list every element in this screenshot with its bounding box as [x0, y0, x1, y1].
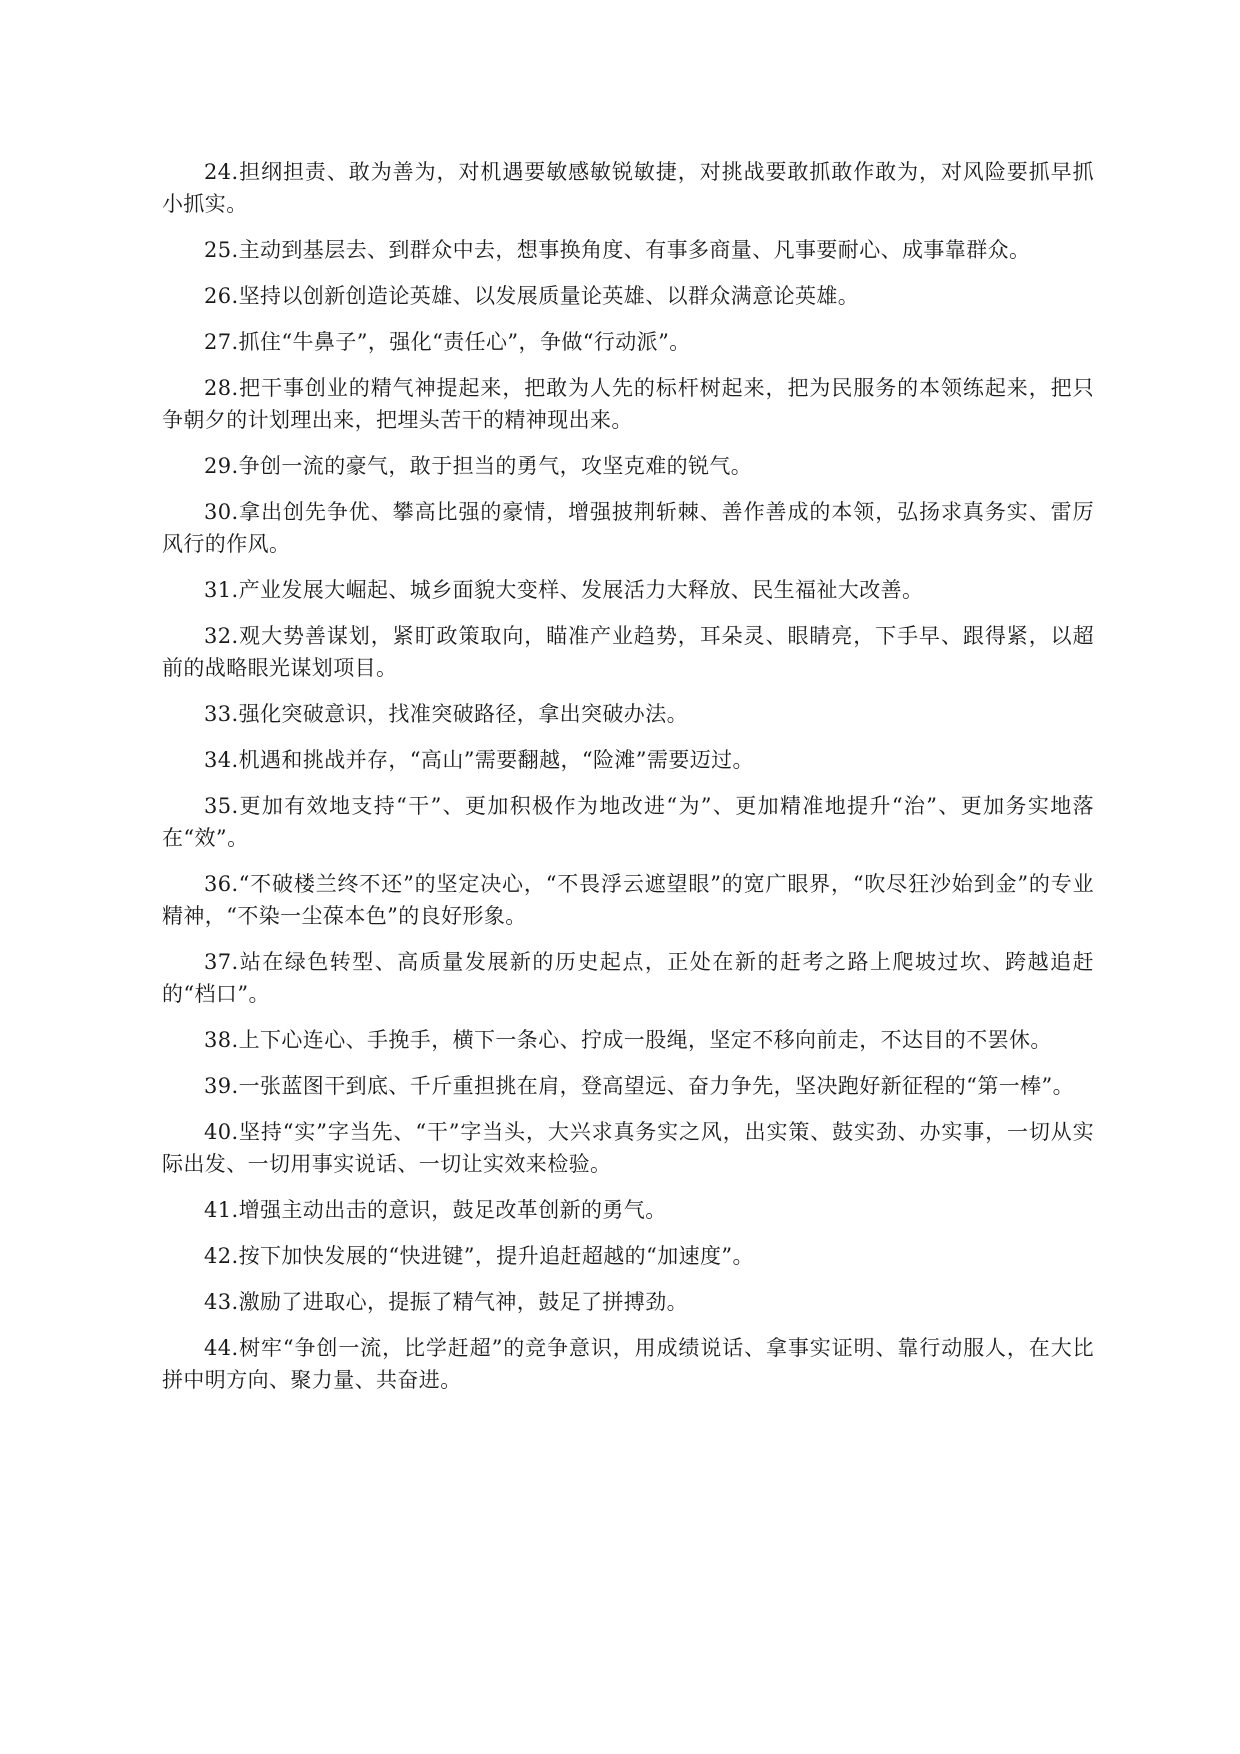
- list-item: 37.站在绿色转型、高质量发展新的历史起点，正处在新的赶考之路上爬坡过坎、跨越追赶的“档口”。: [162, 950, 1094, 1006]
- list-item: 41.增强主动出击的意识，鼓足改革创新的勇气。: [204, 1198, 667, 1222]
- list-item: 30.拿出创先争优、攀高比强的豪情，增强披荆斩棘、善作善成的本领，弘扬求真务实、雷厉风行的作风。: [162, 500, 1094, 556]
- list-item: 29.争创一流的豪气，敢于担当的勇气，攻坚克难的锐气。: [204, 454, 753, 478]
- list-item: 38.上下心连心、手挽手，横下一条心、拧成一股绳，坚定不移向前走，不达目的不罢休。: [204, 1028, 1052, 1052]
- list-item: 40.坚持“实”字当先、“干”字当头，大兴求真务实之风，出实策、鼓实劲、办实事，一切从实际出发、一切用事实说话、一切让实效来检验。: [162, 1120, 1094, 1176]
- list-item: 24.担纲担责、敢为善为，对机遇要敏感敏锐敏捷，对挑战要敢抓敢作敢为，对风险要抓早抓小抓实。: [162, 160, 1094, 216]
- list-item: 44.树牢“争创一流，比学赶超”的竞争意识，用成绩说话、拿事实证明、靠行动服人，在大比拼中明方向、聚力量、共奋进。: [162, 1336, 1094, 1392]
- list-item: 27.抓住“牛鼻子”，强化“责任心”，争做“行动派”。: [204, 330, 691, 354]
- list-item: 28.把干事创业的精气神提起来，把敢为人先的标杆树起来，把为民服务的本领练起来，把只争朝夕的计划理出来，把埋头苦干的精神现出来。: [162, 376, 1094, 432]
- list-item: 34.机遇和挑战并存，“高山”需要翻越，“险滩”需要迈过。: [204, 748, 754, 772]
- list-item: 43.激励了进取心，提振了精气神，鼓足了拼搏劲。: [204, 1290, 688, 1314]
- document-page: [162, 156, 1094, 1410]
- list-item: 32.观大势善谋划，紧盯政策取向，瞄准产业趋势，耳朵灵、眼睛亮，下手早、跟得紧，以超前的战略眼光谋划项目。: [162, 624, 1094, 680]
- list-item: 26.坚持以创新创造论英雄、以发展质量论英雄、以群众满意论英雄。: [204, 284, 860, 308]
- list-item: 42.按下加快发展的“快进键”，提升追赶超越的“加速度”。: [204, 1244, 754, 1268]
- list-item: 36.“不破楼兰终不还”的坚定决心，“不畏浮云遮望眼”的宽广眼界，“吹尽狂沙始到金”的专业精神，“不染一尘葆本色”的良好形象。: [162, 872, 1094, 928]
- list-item: 31.产业发展大崛起、城乡面貌大变样、发展活力大释放、民生福祉大改善。: [204, 578, 924, 602]
- list-item: 35.更加有效地支持“干”、更加积极作为地改进“为”、更加精准地提升“治”、更加务实地落在“效”。: [162, 794, 1094, 850]
- list-item: 33.强化突破意识，找准突破路径，拿出突破办法。: [204, 702, 688, 726]
- list-item: 25.主动到基层去、到群众中去，想事换角度、有事多商量、凡事要耐心、成事靠群众。: [204, 238, 1031, 262]
- list-item: 39.一张蓝图干到底、千斤重担挑在肩，登高望远、奋力争先，坚决跑好新征程的“第一棒”。: [204, 1074, 1075, 1098]
